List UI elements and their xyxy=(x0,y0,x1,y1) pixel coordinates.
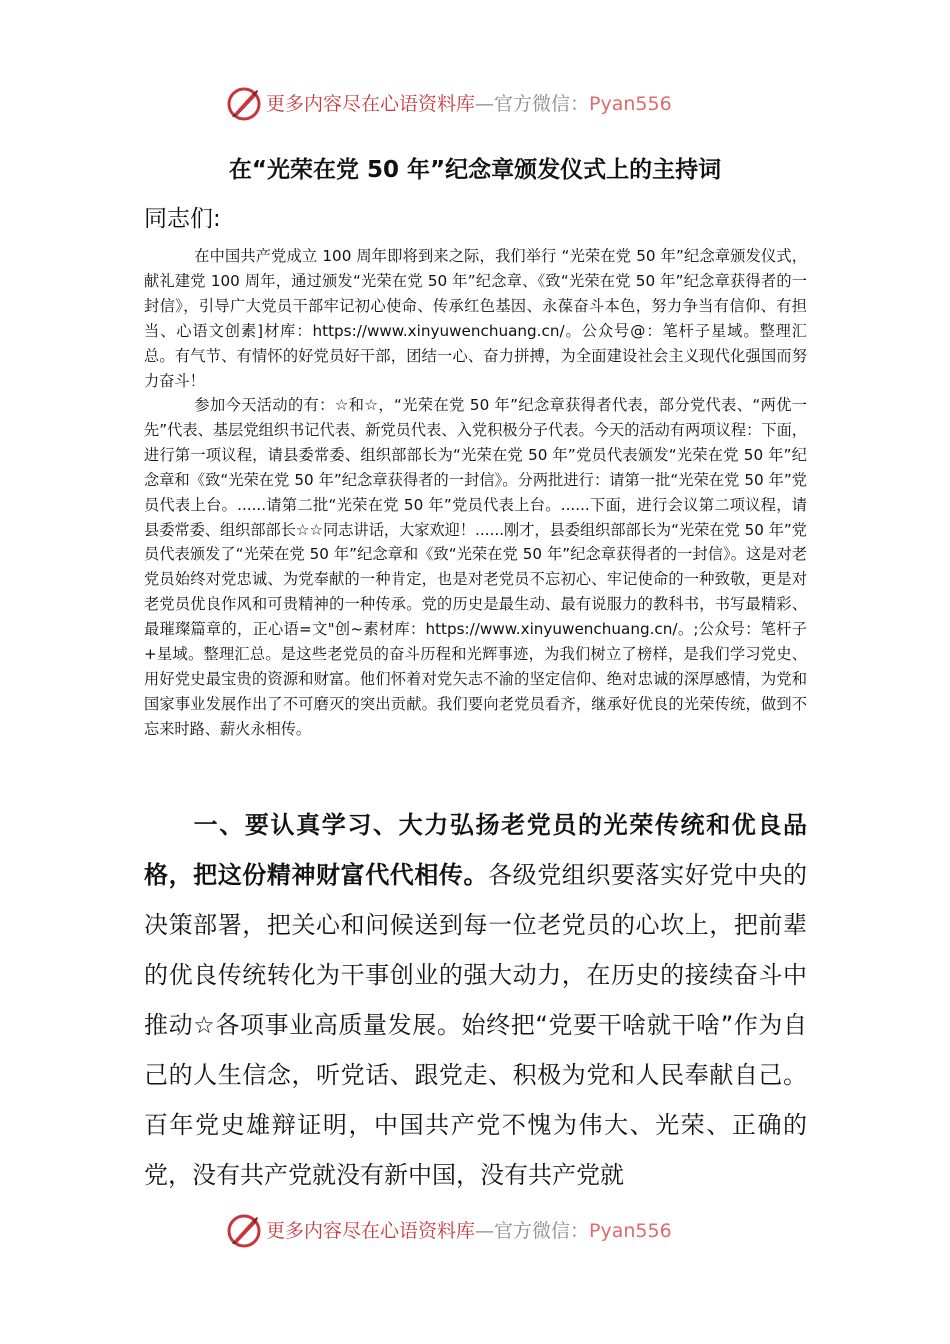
banner-wechat-label: 官方微信： xyxy=(494,1220,590,1242)
header-banner xyxy=(0,84,950,124)
banner-wechat-id: Pyan556 xyxy=(589,93,672,115)
document-title: 在“光荣在党 50 年”纪念章颁发仪式上的主持词 xyxy=(228,157,722,183)
paragraph-2 xyxy=(144,393,807,742)
banner-slogan: 更多内容尽在心语资料库 xyxy=(266,1220,476,1242)
banner-text xyxy=(266,1217,672,1245)
paragraph-1 xyxy=(144,244,807,393)
banner-text xyxy=(266,90,672,118)
section-1-heading: 一、要认真学习、大力弘扬老党员的光荣传统和优良品格，把这份精神财富代代相传。 xyxy=(144,811,807,889)
salutation: 同志们: xyxy=(144,206,221,232)
quill-pen-logo-icon xyxy=(226,86,262,122)
footer-banner xyxy=(0,1211,950,1251)
quill-pen-logo-icon xyxy=(226,1213,262,1249)
banner-dash: — xyxy=(475,1220,495,1242)
banner-dash: — xyxy=(475,93,495,115)
section-1-body: 各级党组织要落实好党中央的决策部署，把关心和问候送到每一位老党员的心坎上，把前辈的优良传统转化为干事创业的强大动力，在历史的接续奋斗中推动☆各项事业高质量发展。始终把“党要干啥就干啥”作为自己的人生信念，听党话、跟党走、积极为党和人民奉献自己。百年党史雄辩证明，中国共产党不愧为伟大、光荣、正确的党，没有共产党就没有新中国，没有共产党就 xyxy=(144,861,808,1189)
banner-slogan: 更多内容尽在心语资料库 xyxy=(266,93,476,115)
banner-wechat-label: 官方微信： xyxy=(494,93,590,115)
banner-wechat-id: Pyan556 xyxy=(589,1220,672,1242)
paragraph-2-text: 参加今天活动的有：☆和☆，“光荣在党 50 年”纪念章获得者代表，部分党代表、“两优一先”代表、基层党组织书记代表、新党员代表、入党积极分子代表。今天的活动有两项议程：下面，进行第一项议程，请县委常委、组织部部长为“光荣在党 50 年”党员代表颁发“光荣在党 50 年”纪念章和《致“光荣在党 50 年”纪念章获得者的一封信》。分两批进行：请第一批“光荣在党 50 年”党员代表上台。......请第二批“光荣在党 50 年”党员代表上台。......下面，进行会议第二项议程，请县委常委、组织部部长☆☆同志讲话，大家欢迎！......刚才，县委组织部部长为“光荣在党 50 年”党员代表颁发了“光荣在党 50 年”纪念章和《致“光荣在党 50 年”纪念章获得者的一封信》。这是对老党员始终对党忠诚、为党奉献的一种肯定，也是对老党员不忘初心、牢记使命的一种致敬，更是对老党员优良作风和可贵精神的一种传承。党的历史是最生动、最有说服力的教科书，书写最精彩、最璀璨篇章的，正心语=文"创~素材库：https://www.xinyuwenchuang.cn/。;公众号：笔杆子+星域。整理汇总。是这些老党员的奋斗历程和光辉事迹，为我们树立了榜样，是我们学习党史、用好党史最宝贵的资源和财富。他们怀着对党矢志不渝的坚定信仰、绝对忠诚的深厚感情，为党和国家事业发展作出了不可磨灭的突出贡献。我们要向老党员看齐，继承好优良的光荣传统，做到不忘来时路、薪火永相传。 xyxy=(144,396,807,738)
paragraph-1-text: 在中国共产党成立 100 周年即将到来之际，我们举行 “光荣在党 50 年”纪念章颁发仪式，献礼建党 100 周年，通过颁发“光荣在党 50 年”纪念章、《致“光荣在党 50 年”纪念章获得者的一封信》，引导广大党员干部牢记初心使命、传承红色基因、永葆奋斗本色，努力争当有信仰、有担当、心语文创素]材库：https://www.xinyuwenchuang.cn/。公众号@：笔杆子星域。整理汇总。有气节、有情怀的好党员好干部，团结一心、奋力拼搏，为全面建设社会主义现代化强国而努力奋斗！ xyxy=(144,247,807,390)
section-1 xyxy=(144,800,807,1200)
